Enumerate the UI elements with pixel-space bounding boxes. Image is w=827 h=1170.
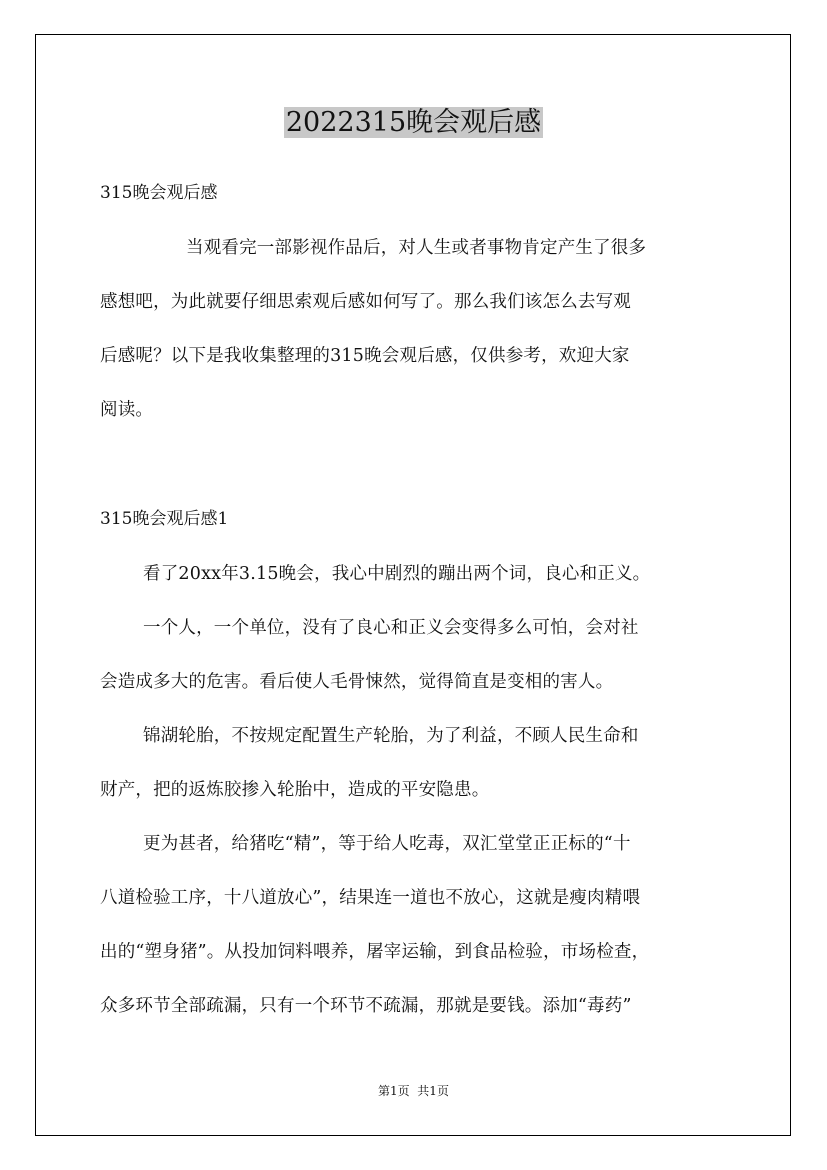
page-footer: 第1页 共1页 — [378, 1084, 449, 1098]
intro-line-2: 感想吧，为此就要仔细思索观后感如何写了。那么我们该怎么去写观 — [100, 292, 631, 312]
document-title-text: 2022315晚会观后感 — [285, 107, 542, 138]
intro-line-1: 当观看完一部影视作品后，对人生或者事物肯定产生了很多 — [186, 238, 647, 258]
body-line-8: 出的“塑身猪”。从投加饲料喂养，屠宰运输，到食品检验，市场检查， — [100, 942, 650, 962]
document-title — [0, 104, 827, 142]
body-line-5: 财产，把的返炼胶掺入轮胎中，造成的平安隐患。 — [100, 780, 490, 800]
body-line-4: 锦湖轮胎，不按规定配置生产轮胎，为了利益，不顾人民生命和 — [143, 726, 639, 746]
body-line-3: 会造成多大的危害。看后使人毛骨悚然，觉得简直是变相的害人。 — [100, 672, 614, 692]
essay-1-heading: 315晚会观后感1 — [100, 509, 229, 529]
body-line-2: 一个人，一个单位，没有了良心和正义会变得多么可怕，会对社 — [143, 618, 639, 638]
body-line-6: 更为甚者，给猪吃“精”，等于给人吃毒，双汇堂堂正正标的“十 — [143, 834, 631, 854]
intro-line-4: 阅读。 — [100, 400, 154, 420]
body-line-1: 看了20xx年3.15晚会，我心中剧烈的蹦出两个词，良心和正义。 — [143, 564, 651, 584]
body-line-9: 众多环节全部疏漏，只有一个环节不疏漏，那就是要钱。添加“毒药” — [100, 996, 632, 1016]
intro-line-3: 后感呢？以下是我收集整理的315晚会观后感，仅供参考，欢迎大家 — [100, 346, 630, 366]
body-line-7: 八道检验工序，十八道放心”，结果连一道也不放心，这就是瘦肉精喂 — [100, 888, 641, 908]
section-heading: 315晚会观后感 — [100, 183, 218, 203]
